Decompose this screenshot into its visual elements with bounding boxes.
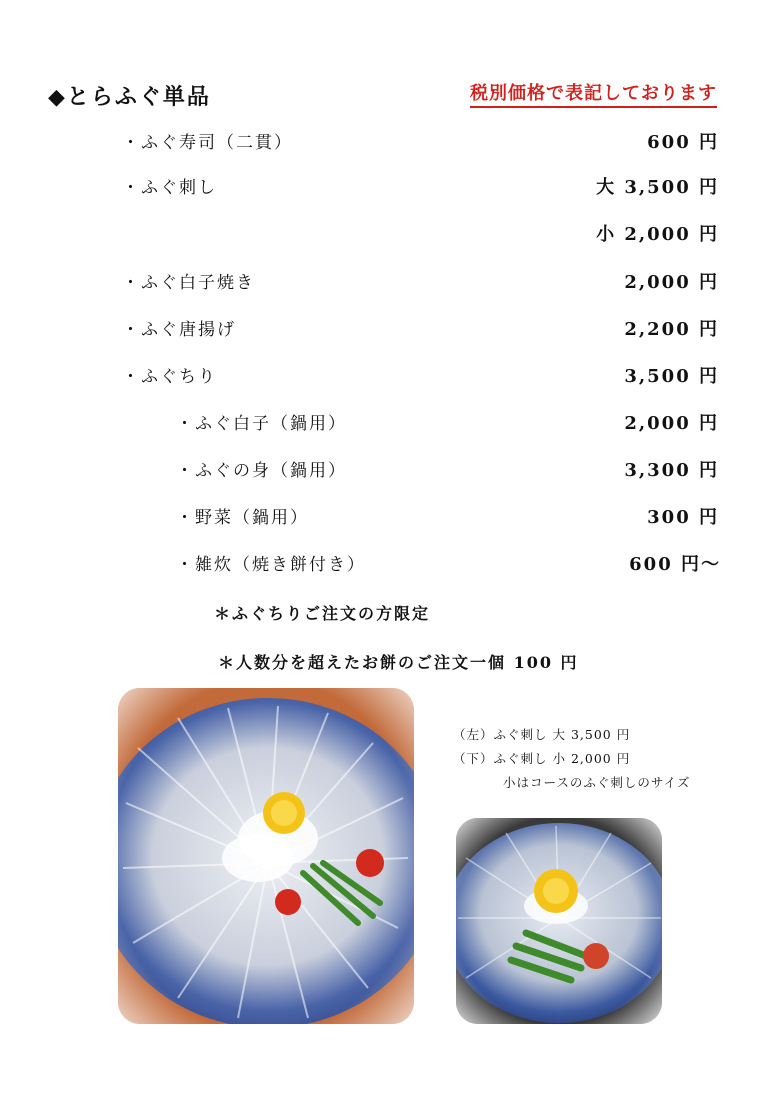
menu-item-price: 3,300 円 — [624, 460, 719, 481]
fugu-sashimi-large-photo — [118, 688, 414, 1024]
menu-item-price: 小 2,000 円 — [596, 224, 719, 245]
menu-row — [0, 456, 777, 486]
photo-caption: （下）ふぐ刺し 小 2,000 円 — [453, 751, 631, 766]
menu-row — [0, 220, 777, 250]
menu-item-price: 2,200 円 — [624, 319, 719, 340]
note-text: ＊人数分を超えたお餅のご注文一個 100 円 — [218, 653, 579, 672]
menu-item-name: ・ふぐ刺し — [122, 178, 217, 198]
menu-row — [0, 268, 777, 298]
menu-item-price: 300 円 — [647, 507, 719, 528]
menu-row — [0, 362, 777, 392]
menu-item-price: 2,000 円 — [624, 413, 719, 434]
menu-row — [0, 550, 777, 580]
tax-notice: 税別価格で表記しております — [470, 79, 717, 108]
section-title: ◆とらふぐ単品 — [48, 84, 211, 110]
photo-caption: 小はコースのふぐ刺しのサイズ — [503, 775, 691, 790]
menu-item-name: ・ふぐ白子焼き — [122, 273, 255, 293]
menu-item-name: ・ふぐ寿司（二貫） — [122, 133, 293, 153]
menu-row — [0, 128, 777, 158]
menu-item-price: 3,500 円 — [624, 366, 719, 387]
menu-item-name: ・ふぐ白子（鍋用） — [176, 414, 347, 434]
menu-item-price: 大 3,500 円 — [596, 177, 719, 198]
menu-row — [0, 315, 777, 345]
menu-item-name: ・雑炊（焼き餅付き） — [176, 555, 366, 575]
note-text: ＊ふぐちりご注文の方限定 — [214, 604, 431, 623]
menu-row — [0, 173, 777, 203]
fugu-sashimi-small-photo — [456, 818, 662, 1024]
photo-caption: （左）ふぐ刺し 大 3,500 円 — [453, 727, 631, 742]
menu-row — [0, 409, 777, 439]
menu-item-price: 600 円 — [647, 132, 719, 153]
menu-item-name: ・ふぐちり — [122, 367, 217, 387]
menu-item-price: 600 円～ — [629, 554, 721, 575]
menu-item-name: ・ふぐ唐揚げ — [122, 320, 236, 340]
menu-item-name: ・ふぐの身（鍋用） — [176, 461, 347, 481]
menu-item-name: ・野菜（鍋用） — [176, 508, 309, 528]
menu-item-price: 2,000 円 — [624, 272, 719, 293]
menu-row — [0, 503, 777, 533]
